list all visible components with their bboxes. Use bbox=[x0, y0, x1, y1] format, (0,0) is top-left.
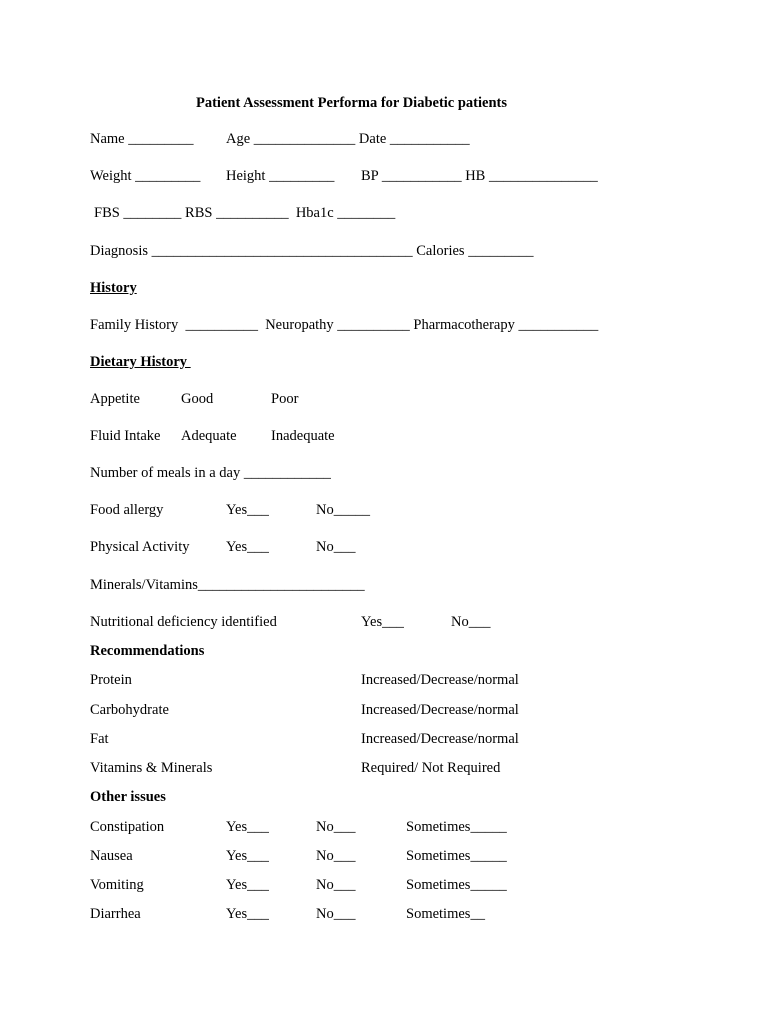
issue-sometimes: Sometimes_____ bbox=[406, 819, 507, 835]
recommendation-value: Increased/Decrease/normal bbox=[361, 731, 519, 747]
nutritional-deficiency-no: No___ bbox=[451, 614, 491, 630]
food-allergy-yes: Yes___ bbox=[226, 502, 269, 518]
meals-per-day-field: Number of meals in a day ____________ bbox=[90, 465, 331, 481]
minerals-vitamins-field: Minerals/Vitamins_______________________ bbox=[90, 577, 365, 593]
issue-no: No___ bbox=[316, 906, 356, 922]
height-field: Height _________ bbox=[226, 168, 335, 184]
physical-activity-yes: Yes___ bbox=[226, 539, 269, 555]
history-line: Family History __________ Neuropathy __________ Pharmacotherapy ___________ bbox=[90, 317, 599, 333]
issue-no: No___ bbox=[316, 877, 356, 893]
age-date-field: Age ______________ Date ___________ bbox=[226, 131, 470, 147]
lab-values-field: FBS ________ RBS __________ Hba1c ________ bbox=[94, 205, 396, 221]
issue-yes: Yes___ bbox=[226, 877, 269, 893]
issue-label: Vomiting bbox=[90, 877, 144, 893]
issue-sometimes: Sometimes_____ bbox=[406, 877, 507, 893]
issue-yes: Yes___ bbox=[226, 848, 269, 864]
recommendation-label: Fat bbox=[90, 731, 109, 747]
food-allergy-label: Food allergy bbox=[90, 502, 164, 518]
recommendation-label: Vitamins & Minerals bbox=[90, 760, 213, 776]
recommendation-value: Increased/Decrease/normal bbox=[361, 672, 519, 688]
appetite-option-poor: Poor bbox=[271, 391, 299, 407]
issue-label: Diarrhea bbox=[90, 906, 141, 922]
bp-hb-field: BP ___________ HB _______________ bbox=[361, 168, 598, 184]
recommendations-heading: Recommendations bbox=[90, 643, 205, 659]
fluid-intake-label: Fluid Intake bbox=[90, 428, 161, 444]
issue-sometimes: Sometimes__ bbox=[406, 906, 485, 922]
name-field: Name _________ bbox=[90, 131, 194, 147]
appetite-option-good: Good bbox=[181, 391, 214, 407]
issue-yes: Yes___ bbox=[226, 819, 269, 835]
food-allergy-no: No_____ bbox=[316, 502, 370, 518]
recommendation-value: Required/ Not Required bbox=[361, 760, 501, 776]
fluid-option-inadequate: Inadequate bbox=[271, 428, 335, 444]
page-title: Patient Assessment Performa for Diabetic patients bbox=[196, 95, 508, 111]
issue-yes: Yes___ bbox=[226, 906, 269, 922]
issue-label: Constipation bbox=[90, 819, 165, 835]
other-issues-heading: Other issues bbox=[90, 789, 166, 805]
diagnosis-calories-field: Diagnosis ____________________________________ Calories _________ bbox=[90, 243, 534, 259]
issue-no: No___ bbox=[316, 848, 356, 864]
issue-label: Nausea bbox=[90, 848, 133, 864]
recommendation-value: Increased/Decrease/normal bbox=[361, 702, 519, 718]
recommendation-label: Protein bbox=[90, 672, 132, 688]
weight-field: Weight _________ bbox=[90, 168, 201, 184]
history-heading: History bbox=[90, 280, 137, 296]
recommendation-label: Carbohydrate bbox=[90, 702, 169, 718]
fluid-option-adequate: Adequate bbox=[181, 428, 237, 444]
nutritional-deficiency-label: Nutritional deficiency identified bbox=[90, 614, 277, 630]
issue-no: No___ bbox=[316, 819, 356, 835]
appetite-label: Appetite bbox=[90, 391, 140, 407]
dietary-history-heading: Dietary History bbox=[90, 354, 191, 370]
issue-sometimes: Sometimes_____ bbox=[406, 848, 507, 864]
nutritional-deficiency-yes: Yes___ bbox=[361, 614, 404, 630]
physical-activity-label: Physical Activity bbox=[90, 539, 190, 555]
physical-activity-no: No___ bbox=[316, 539, 356, 555]
